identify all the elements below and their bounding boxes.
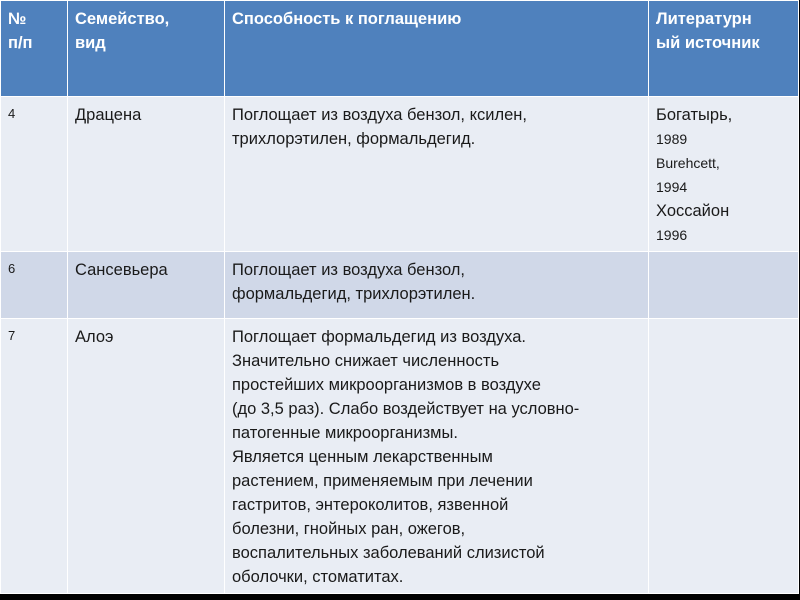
row-number: 6: [1, 252, 68, 319]
table-row: [1, 97, 799, 252]
table-header-row: [1, 1, 799, 97]
row-ability: Поглощает формальдегид из воздуха. Значительно снижает численность простейших микроорганизмов в воздухе (до 3,5 раз). Слабо воздействует на условно- патогенные микроорганизмы. Является ценным лекарственным растением, применяемым при лечении гастритов, энтероколитов, язвенной болезни, гнойных ран, ожегов, воспалительных заболеваний слизистой оболочки, стоматитах.: [225, 319, 649, 594]
table-row: [1, 252, 799, 319]
row-source: [649, 319, 799, 594]
row-number: 4: [1, 97, 68, 252]
row-ability: Поглощает из воздуха бензол, ксилен, трихлорэтилен, формальдегид.: [225, 97, 649, 252]
row-plant: Алоэ: [68, 319, 225, 594]
header-source: Литературн ый источник: [649, 1, 799, 97]
header-family: Семейство, вид: [68, 1, 225, 97]
row-plant: Драцена: [68, 97, 225, 252]
header-ability: Способность к поглащению: [225, 1, 649, 97]
row-ability: Поглощает из воздуха бензол, формальдегид, трихлорэтилен.: [225, 252, 649, 319]
row-source: Богатырь, 1989 Burehcett, 1994 Хоссайон 1996: [649, 97, 799, 252]
row-number: 7: [1, 319, 68, 594]
header-number: № п/п: [1, 1, 68, 97]
table-row: [1, 319, 799, 594]
row-plant: Сансевьера: [68, 252, 225, 319]
row-source: [649, 252, 799, 319]
